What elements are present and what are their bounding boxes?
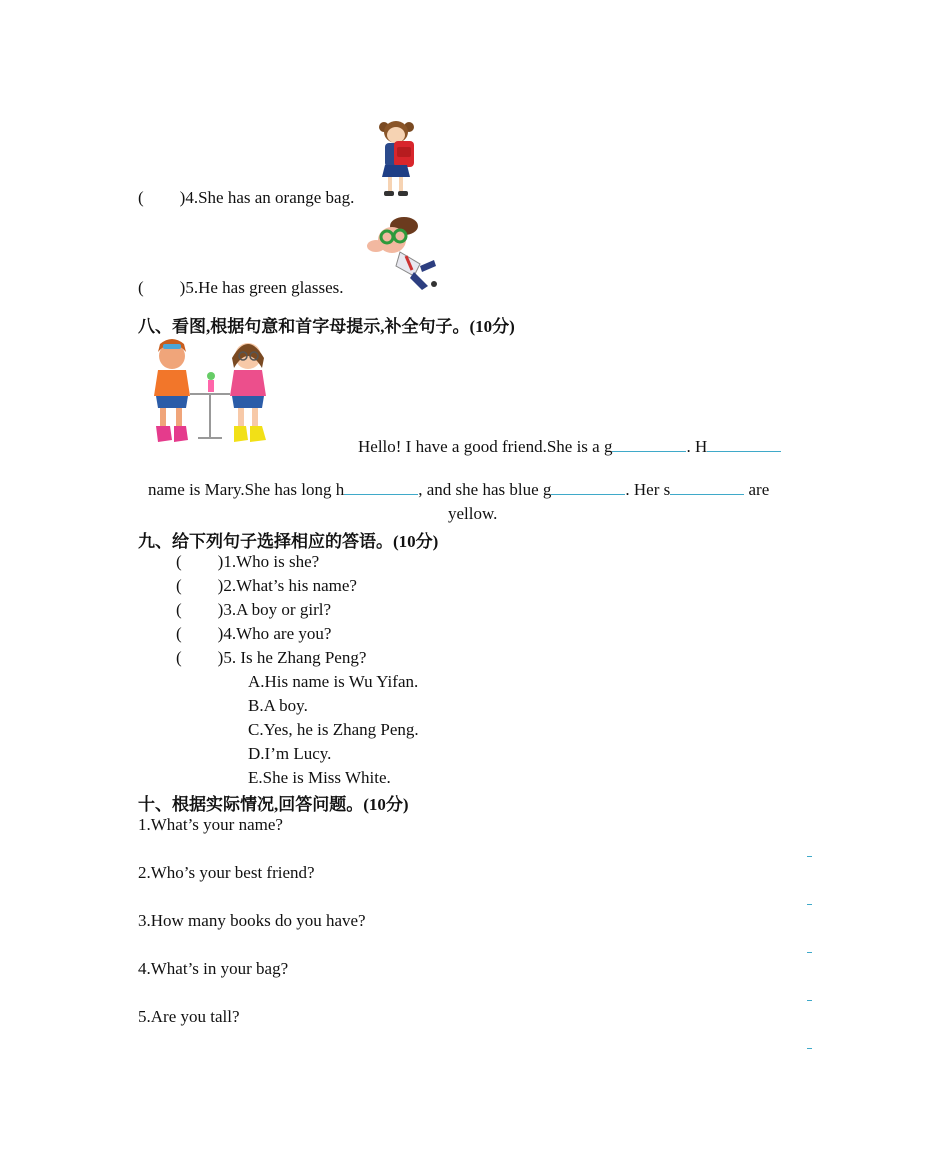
- answer-paren-open[interactable]: (: [138, 188, 144, 207]
- girl-backpack-illustration: [372, 117, 420, 199]
- match-item-text: 4.She has an orange bag.: [185, 188, 355, 207]
- section10-heading: 十、根据实际情况,回答问题。(10分): [138, 795, 409, 814]
- answer-paren-open[interactable]: (: [138, 278, 144, 297]
- section8-line2-text-b: , and she has blue g: [418, 480, 552, 499]
- answer-line[interactable]: [807, 856, 812, 857]
- section8-line1-text-a: Hello! I have a good friend.She is a g: [358, 437, 613, 456]
- answer-option: D.I’m Lucy.: [248, 744, 332, 763]
- section8-line1: [358, 437, 781, 457]
- question-text: 3.A boy or girl?: [223, 600, 331, 619]
- blank-s-shoes[interactable]: [670, 480, 744, 495]
- section10-question: 1.What’s your name?: [138, 815, 283, 834]
- section8-line2-text-a: name is Mary.She has long h: [148, 480, 345, 499]
- answer-paren-close: ): [179, 278, 186, 297]
- answer-option: C.Yes, he is Zhang Peng.: [248, 720, 419, 739]
- blank-g-glasses[interactable]: [551, 480, 625, 495]
- section8-line1-text-b: . H: [686, 437, 708, 456]
- answer-paren-open[interactable]: (: [176, 624, 182, 643]
- answer-paren-open[interactable]: (: [176, 552, 182, 571]
- section8-line3: yellow.: [448, 504, 498, 523]
- section9-question: [176, 576, 357, 596]
- answer-option: B.A boy.: [248, 696, 308, 715]
- answer-paren-close: ): [179, 188, 186, 207]
- answer-option: E.She is Miss White.: [248, 768, 391, 787]
- question-text: 4.Who are you?: [223, 624, 332, 643]
- question-text: 2.What’s his name?: [223, 576, 357, 595]
- answer-line[interactable]: [807, 952, 812, 953]
- section10-question: 3.How many books do you have?: [138, 911, 366, 930]
- section9-question: [176, 624, 331, 644]
- answer-paren-open[interactable]: (: [176, 648, 182, 667]
- question-text: 5. Is he Zhang Peng?: [223, 648, 367, 667]
- answer-paren-close: ): [217, 600, 224, 619]
- section9-question: [176, 600, 331, 620]
- blank-h-hair[interactable]: [344, 480, 418, 495]
- answer-line[interactable]: [807, 1000, 812, 1001]
- answer-line[interactable]: [807, 1048, 812, 1049]
- section10-question: 2.Who’s your best friend?: [138, 863, 315, 882]
- answer-paren-open[interactable]: (: [176, 576, 182, 595]
- section10-question: 4.What’s in your bag?: [138, 959, 289, 978]
- answer-paren-close: ): [217, 624, 224, 643]
- match-item-4: [138, 188, 354, 208]
- match-item-text: 5.He has green glasses.: [185, 278, 344, 297]
- answer-option: A.His name is Wu Yifan.: [248, 672, 419, 691]
- answer-paren-close: ): [217, 648, 224, 667]
- section9-question: [176, 648, 366, 668]
- two-girls-illustration: [150, 334, 276, 450]
- blank-h-her[interactable]: [707, 437, 781, 452]
- section9-question: [176, 552, 319, 572]
- section8-line2: [148, 480, 769, 500]
- answer-paren-close: ): [217, 576, 224, 595]
- blank-g-girl[interactable]: [612, 437, 686, 452]
- man-glasses-illustration: [362, 212, 440, 294]
- answer-line[interactable]: [807, 904, 812, 905]
- section10-question: 5.Are you tall?: [138, 1007, 240, 1026]
- section8-line2-text-d: are: [744, 480, 770, 499]
- answer-paren-open[interactable]: (: [176, 600, 182, 619]
- section8-heading: 八、看图,根据句意和首字母提示,补全句子。(10分): [138, 317, 515, 336]
- section8-line2-text-c: . Her s: [625, 480, 671, 499]
- section9-heading: 九、给下列句子选择相应的答语。(10分): [138, 532, 439, 551]
- question-text: 1.Who is she?: [223, 552, 320, 571]
- match-item-5: [138, 278, 344, 298]
- answer-paren-close: ): [217, 552, 224, 571]
